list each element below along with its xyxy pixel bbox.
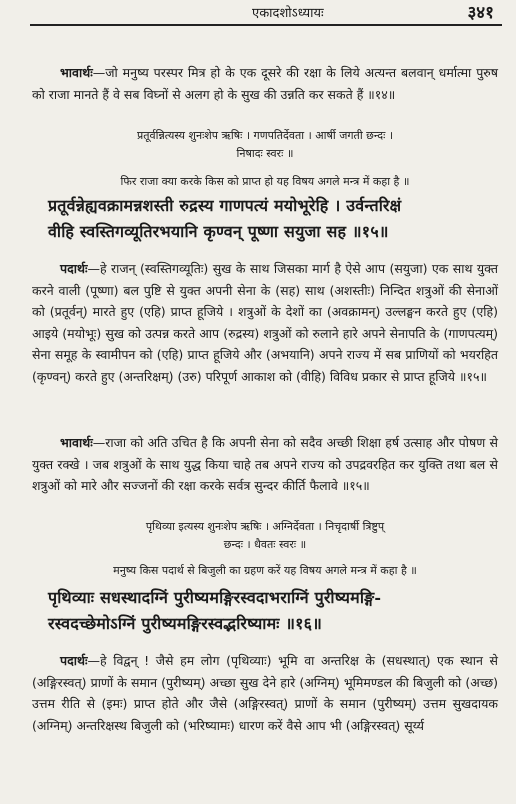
mantra-line-1: पृथिव्याः सधस्थादग्निं पुरीष्यमङ्गिरस्वदाभराग्निं पुरीष्यमङ्गि- xyxy=(48,588,382,607)
mantra-line-1: प्रतूर्वन्नेह्यवक्रामन्नशस्ती रुद्रस्य गाणपत्यं मयोभूरेहि । उर्वन्तरिक्षं xyxy=(48,196,402,215)
bhavartha-text: —जो मनुष्य परस्पर मित्र हो के एक दूसरे की रक्षा के लिये अत्यन्त बलवान् धर्मात्मा पुरुष को राजा मानते हैं वे सब विघ्नों से अलग हो के सुख की उन्नति कर सकते हैं ॥१४॥ xyxy=(32,65,498,102)
padartha-label: पदार्थः xyxy=(60,653,88,668)
bhavartha-label: भावार्थः xyxy=(60,65,93,80)
bhavartha-14 xyxy=(32,62,498,105)
mantra-16-meta xyxy=(32,518,498,554)
chapter-title: एकादशोऽध्यायः xyxy=(252,6,324,21)
mantra-16 xyxy=(48,585,498,637)
mantra-16-intro: मनुष्य किस पदार्थ से बिजुली का ग्रहण करें यह विषय अगले मन्त्र में कहा है ॥ xyxy=(113,564,417,577)
mantra-15 xyxy=(48,193,498,245)
padartha-16 xyxy=(32,650,498,736)
meta-line-2: छन्दः । धैवतः स्वरः ॥ xyxy=(223,538,307,551)
padartha-text: —हे विद्वन् ! जैसे हम लोग (पृथिव्याः) भूमि वा अन्तरिक्ष के (सधस्थात्) एक स्थान से (अङ्गिरस्वत्) प्राणों के समान (पुरीष्यम्) अच्छा सुख देने हारे (अग्निम्) भूमिमण्डल की बिजुली को (अच्छ) उत्तम रीति से (इमः) प्राप्त होते और जैसे (अङ्गिरस्वत्) प्राणों के समान (पुरीष्यम्) उत्तम सुखदायक (अग्निम्) अन्तरिक्षस्थ बिजुली को (भरिष्यामः) धारण करें वैसे आप भी (अङ्गिरस्वत्) सूर्य्य xyxy=(32,653,498,733)
meta-line-1: पृथिव्या इत्यस्य शुनःशेप ऋषिः । अग्निर्देवता । निचृदार्षी त्रिष्टुप् xyxy=(145,520,385,533)
meta-line-1: प्रतूर्वन्नित्यस्य शुनःशेप ऋषिः । गणपतिर्देवता । आर्षी जगती छन्दः । xyxy=(137,129,393,142)
bhavartha-15 xyxy=(32,432,498,497)
mantra-15-meta xyxy=(32,127,498,163)
bhavartha-label: भावार्थः xyxy=(60,435,93,450)
mantra-line-2: वीहि स्वस्तिगव्यूतिरभयानि कृण्वन् पूष्णा सयुजा सह ॥१५॥ xyxy=(48,222,389,241)
mantra-line-2: रस्वदच्छेमोऽग्निं पुरीष्यमङ्गिरस्वद्भरिष्यामः ॥१६॥ xyxy=(48,614,322,633)
padartha-label: पदार्थः xyxy=(60,261,88,276)
mantra-15-intro: फिर राजा क्या करके किस को प्राप्त हो यह विषय अगले मन्त्र में कहा है ॥ xyxy=(120,175,410,188)
padartha-15 xyxy=(32,258,498,387)
padartha-text: —हे राजन् (स्वस्तिगव्यूतिः) सुख के साथ जिसका मार्ग है ऐसे आप (सयुजा) एक साथ युक्त करने वाली (पूष्णा) बल पुष्टि से युक्त अपनी सेना के (सह) साथ (अशस्तीः) निन्दित शत्रुओं की सेनाओं को (प्रतूर्वन्) मारते हुए (एहि) प्राप्त हूजिये । शत्रुओं के देशों का (अवक्रामन्) उल्लङ्घन करते हुए (एहि) आइये (मयोभूः) सुख को उत्पन्न करते आप (रुद्रस्य) शत्रुओं को रुलाने हारे अपने सेनापति के (गाणपत्यम्) सेना समूह के स्वामीपन को (एहि) प्राप्त हूजिये और (अभयानि) अपने राज्य में सब प्राणियों को भयरहित (कृण्वन्) करते हुए (अन्तरिक्षम्) (उरु) परिपूर्ण आकाश को (वीहि) विविध प्रकार से प्राप्त हूजिये ॥१५॥ xyxy=(32,261,498,384)
bhavartha-text: —राजा को अति उचित है कि अपनी सेना को सदैव अच्छी शिक्षा हर्ष उत्साह और पोषण से युक्त रक्खे । जब शत्रुओं के साथ युद्ध किया चाहे तब अपने राज्य को उपद्रवरहित कर युक्ति तथा बल से शत्रुओं को मारे और सज्जनों की रक्षा करके सर्वत्र सुन्दर कीर्ति फैलावे ॥१५॥ xyxy=(32,435,498,493)
meta-line-2: निषादः स्वरः ॥ xyxy=(236,147,294,160)
page-number: ३४१ xyxy=(467,3,494,23)
page-header xyxy=(30,0,502,26)
